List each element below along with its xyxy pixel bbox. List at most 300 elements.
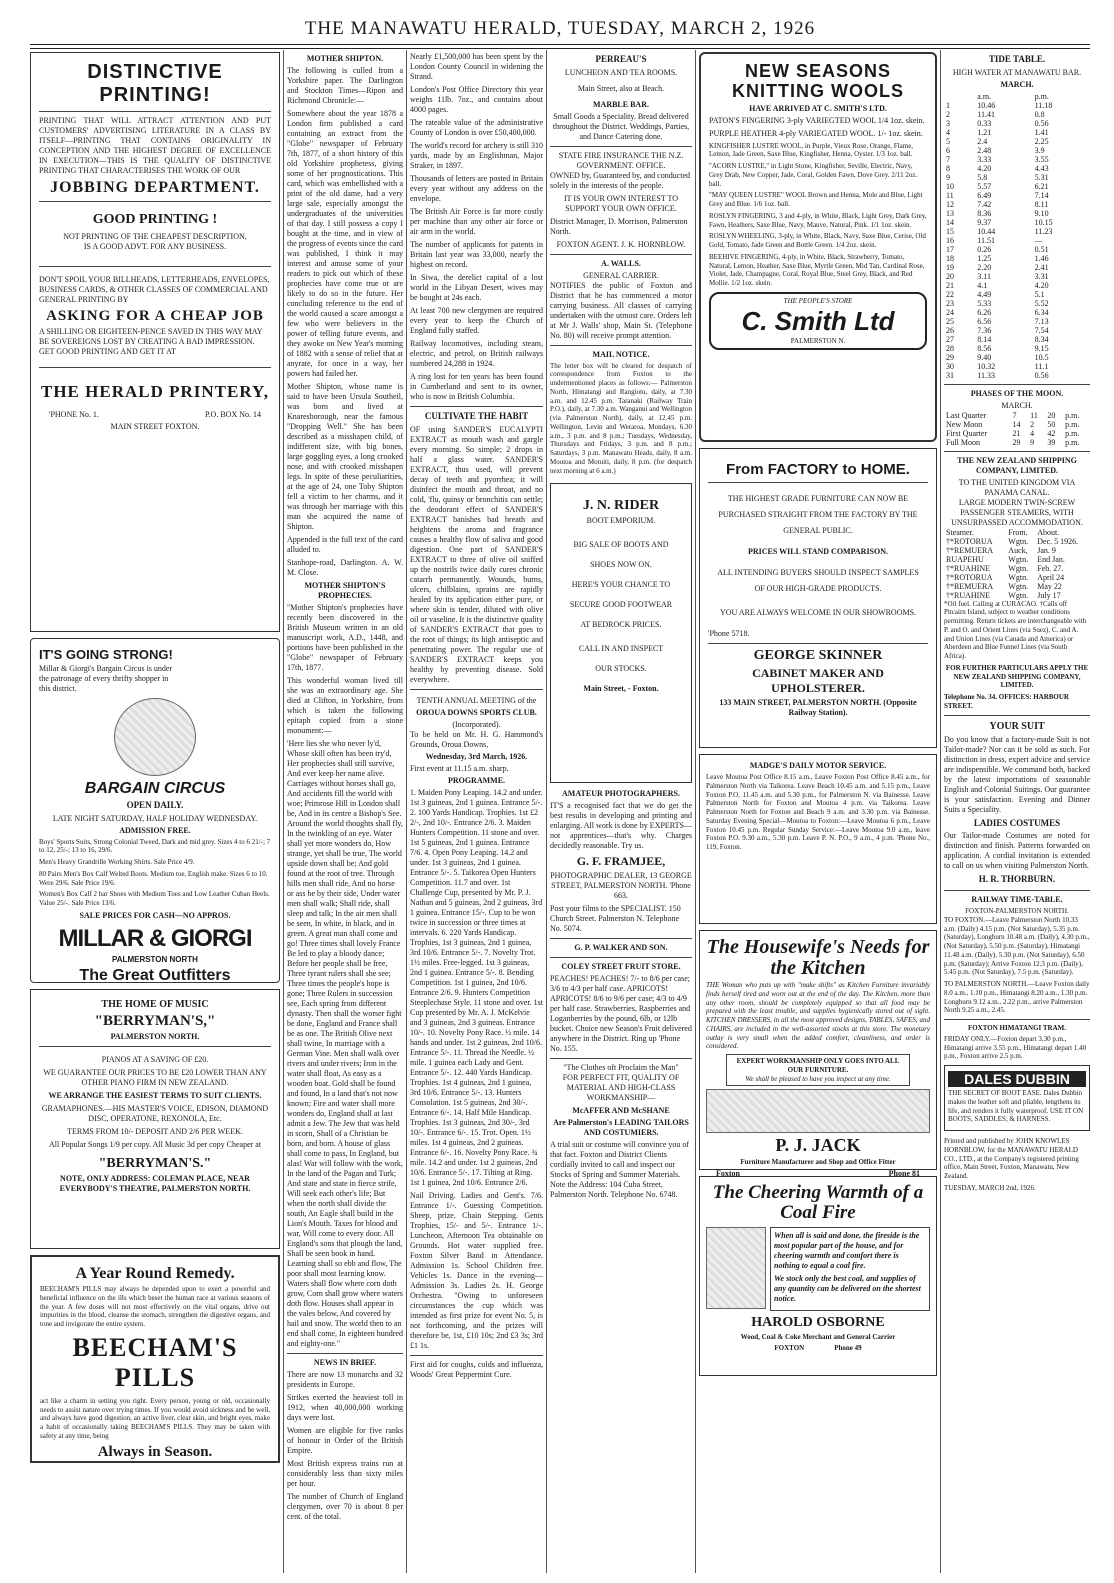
- music-line: TERMS FROM 10/- DEPOSIT AND 2/6 PER WEEK.: [67, 1127, 243, 1136]
- walls-sub: GENERAL CARRIER.: [583, 270, 659, 280]
- tide-cell: 6: [946, 145, 950, 155]
- tide-month: MARCH.: [1000, 79, 1034, 89]
- tide-cell: 0.56: [1034, 118, 1049, 128]
- ship-apply: FOR FURTHER PARTICULARS APPLY THE NEW ZEALAND SHIPPING COMPANY, LIMITED.: [945, 663, 1089, 690]
- news-item: At least 700 new clergymen are required every year to keep the Church of England fully staffed.: [410, 306, 543, 335]
- tide-cell: 26: [946, 325, 954, 335]
- moon-cell: New Moon: [946, 419, 983, 429]
- tide-cell: 4.49: [977, 289, 992, 299]
- tide-row: [944, 182, 1090, 191]
- rider-line: SHOES NOW ON.: [590, 560, 652, 570]
- ship-cell: RUAPEHU: [946, 554, 984, 564]
- framjee-sub: PHOTOGRAPHIC DEALER, 13 GEORGE STREET, PALMERSTON NORTH. 'Phone 663.: [550, 871, 692, 901]
- tide-cell: 1.25: [977, 253, 992, 263]
- madge-ad: [699, 754, 937, 924]
- moon-cell: First Quarter: [946, 428, 988, 438]
- ship-cell: †*REMUERA: [946, 545, 994, 555]
- osborne-sub: Wood, Coal & Coke Merchant and General Carrier: [740, 1332, 896, 1341]
- knit-title: NEW SEASONS KNITTING WOOLS: [732, 61, 904, 101]
- tide-cell: 11: [946, 190, 954, 200]
- coal-body-2: We stock only the best coal, and supplies of any quantity can be delivered on the shortest notice.: [774, 1273, 921, 1303]
- ladies-body: Our Tailor-made Costumes are noted for distinction and finish. Patterns forwarded on application. A cordial invitation is extended to call on us when visiting Palmerston North.: [944, 831, 1090, 871]
- ship-cell: Wgtn.: [1008, 536, 1029, 546]
- tide-cell: 8: [946, 163, 950, 173]
- tide-cell: 29: [946, 352, 954, 362]
- fruit-body: PEACHES! PEACHES! 7/- to 8/6 per case; 3/6 to 4/3 per half case. APRICOTS! APRICOTS! 8/6 to 9/6 per case; 4/3 to 4/9 per half case. Strawberries, Raspberries and Loganberries by the pound, 6lb, or 12lb bucket. Choice new Season's Fruit delivered anywhere in the District. Ring up 'Phone No. 155.: [550, 974, 692, 1054]
- tide-row: [944, 191, 1090, 200]
- column-5: [699, 52, 937, 1573]
- tide-cell: 5.33: [977, 298, 992, 308]
- news-item: The British Air Force is far more costly per machine than any other air force or air arm in the world.: [410, 207, 543, 236]
- fruit-title: COLEY STREET FRUIT STORE.: [561, 962, 681, 972]
- tide-cell: 19: [946, 262, 954, 272]
- tide-cell: 20: [946, 271, 954, 281]
- tide-cell: 4.20: [977, 163, 992, 173]
- news-item: The number of Church of England clergymen, over 70 is about 8 per cent. of the total.: [287, 1492, 403, 1521]
- news-item: A ring lost for ten years has been found in Cumberland and sent to its owner, who is now in British Columbia.: [410, 372, 543, 401]
- news-item: London's Post Office Directory this year weighs 11lb. 7oz., and contains about 4000 pages.: [410, 85, 543, 114]
- millar-item: Men's Heavy Grandrille Working Shirts. Sale Price 4/9.: [39, 858, 195, 867]
- tide-cell: 1: [946, 100, 950, 110]
- column-rule: [546, 50, 547, 1573]
- rider-sub: BOOT EMPORIUM.: [586, 516, 656, 526]
- tide-cell: 6.26: [977, 307, 992, 317]
- tide-cell: 4.1: [977, 280, 988, 290]
- tide-table: [944, 92, 1090, 380]
- tide-cell: 8.11: [1034, 199, 1049, 209]
- mcaffer-name: McAFFER AND McSHANE: [572, 1106, 670, 1116]
- tide-cell: 3.9: [1034, 145, 1045, 155]
- factory-phone: 'Phone 5718.: [708, 629, 750, 638]
- tide-row: [944, 164, 1090, 173]
- tide-title: TIDE TABLE.: [988, 54, 1046, 64]
- tide-row: [944, 290, 1090, 299]
- fire-title: STATE FIRE INSURANCE THE N.Z. GOVERNMENT. OFFICE.: [558, 150, 684, 170]
- beecham-body: BEECHAM'S PILLS may always be depended upon to exert a powerful and beneficial influence on the ills which beset the human race at various seasons of the year. A few doses will not most effectively on the vital organs, drive out impurities in the blood, cleanse the stomach, strengthen the digestive organs, and tone and invigorate the entire system.: [40, 1285, 270, 1328]
- tide-cell: 11.18: [1034, 100, 1053, 110]
- tide-cell: 10: [946, 181, 954, 191]
- coal-body: When all is said and done, the fireside is the most popular part of the house, and for cheering warmth and comfort there is nothing to equal a coal fire.: [774, 1230, 920, 1270]
- tide-cell: 10.5: [1034, 352, 1049, 362]
- jack-sub: Furniture Manufacturer and Shop and Office Fitter: [740, 1158, 896, 1167]
- programme-title: PROGRAMME.: [447, 775, 506, 785]
- ship-cell: Auck,: [1008, 545, 1028, 555]
- tide-cell: 7.42: [977, 199, 992, 209]
- moon-cell: 20: [1047, 410, 1056, 420]
- rider-name: J. N. RIDER: [582, 498, 660, 514]
- tide-cell: 7.14: [1034, 190, 1049, 200]
- tide-cell: 1.46: [1034, 253, 1049, 263]
- music-line: PIANOS AT A SAVING OF £20.: [101, 1055, 209, 1064]
- mcaffer-sub: Are Palmerston's LEADING TAILORS AND COSTUMIERS.: [553, 1118, 689, 1138]
- tide-header-cell: a.m.: [977, 91, 992, 101]
- skinner-address: 133 MAIN STREET, PALMERSTON NORTH. (Opposite Railway Station).: [719, 698, 917, 717]
- ship-cell: †*RUAHINE: [946, 563, 990, 573]
- millar-item: 80 Pairs Men's Box Calf Welted Boots. Medium toe, English make. Sizes 6 to 10. Were 29/6. Sale Price 19/6.: [39, 869, 268, 887]
- tide-row: [944, 137, 1090, 146]
- printery-street: MAIN STREET FOXTON.: [110, 422, 200, 431]
- tide-cell: 8.34: [1034, 334, 1049, 344]
- tide-cell: 21: [946, 280, 954, 290]
- tide-cell: 11.51: [977, 235, 995, 245]
- tide-cell: 7.13: [1034, 316, 1049, 326]
- ladies-title: LADIES COSTUMES: [973, 817, 1061, 828]
- tide-row: [944, 272, 1090, 281]
- osborne-town: FOXTON: [774, 1343, 805, 1352]
- tide-cell: 13: [946, 208, 954, 218]
- habit-title: CULTIVATE THE HABIT: [424, 411, 529, 421]
- rider-address: Main Street, - Foxton.: [583, 684, 659, 694]
- moon-cell: 50: [1047, 419, 1056, 429]
- tide-row: [944, 119, 1090, 128]
- tide-row: [944, 209, 1090, 218]
- tide-row: [944, 254, 1090, 263]
- tide-cell: 1.21: [977, 127, 992, 137]
- wool-item: "ACORN LUSTRE," in Light Stone, Kingfisher, Seville, Electric, Navy, Grey Drab, New Copper, Jade, Coral, Golden Fawn, Dove Grey. 2/11 2oz. ball.: [709, 162, 918, 188]
- music-line: All Popular Songs 1/9 per copy. All Music 3d per copy Cheaper at: [48, 1140, 262, 1149]
- tide-cell: 7.36: [977, 325, 992, 335]
- berrymans-name-2: "BERRYMAN'S.": [98, 1156, 212, 1171]
- jack-town: Foxton: [716, 1169, 740, 1178]
- moon-row: [944, 429, 1090, 438]
- ship-route: TO THE UNITED KINGDOM VIA PANAMA CANAL.: [958, 477, 1076, 497]
- printing-body: PRINTING THAT WILL ATTRACT ATTENTION AND PUT CUSTOMERS' ADVERTISING LITERATURE IN A CLASS BY ITSELF—PRINTING THAT CONTAINS ORIGINALITY IN CONCEPTION AND THE HIGHEST DEGREE OF EXCELLENCE IN EXECUTION—THIS IS THE QUALITY OF DISTINCTIVE PRINTING THAT CHARACTERISES THE WORK OF OUR: [39, 116, 271, 175]
- column-1: [30, 52, 280, 1573]
- tide-cell: 11.23: [1034, 226, 1053, 236]
- tide-cell: 7: [946, 154, 950, 164]
- tide-cell: 2.4: [977, 136, 988, 146]
- moon-cell: 2: [1030, 419, 1035, 429]
- tide-cell: 6.49: [977, 190, 992, 200]
- tide-cell: 6.56: [977, 316, 992, 326]
- circus-ringmaster-illustration: [114, 698, 196, 776]
- tide-cell: 27: [946, 334, 954, 344]
- osborne-name: HAROLD OSBORNE: [751, 1314, 885, 1330]
- ship-cell: Feb. 27.: [1037, 563, 1064, 573]
- news-item: In Siwa, the derelict capital of a lost world in the Libyan Desert, wives may be bought at 24s each.: [410, 273, 543, 302]
- tide-row: [944, 155, 1090, 164]
- dales-ad: [944, 1065, 1090, 1131]
- rail-body: TO FOXTON.—Leave Palmerston North 10.33 a.m. (Daily) 4.15 p.m. (Not Saturday), 5.35 p.m. (Saturday), Longburn 10.48 a.m. (Daily), 4.30 p.m., (Not Saturday), 5.50 p.m. (Saturday), Himatangi 11.48 a.m. (Daily), 5.30 p.m. (Not Saturday), 6.50 p.m. (Saturday); Arrive Foxton 12.3 p.m. (Daily), 5.45 p.m. (Not Saturday), 7.5 p.m. (Saturday).: [944, 915, 1090, 977]
- beecham-brand: BEECHAM'S PILLS: [72, 1332, 238, 1392]
- osborne-phone: Phone 49: [834, 1343, 862, 1352]
- ship-notes: *Oil fuel. Calling at CURACAO. †Calls off Pitcairn Island, subject to weather conditions permitting. Return tickets are interchangeable with P. and O. and Orient Lines (via Suez), C. and A. and Union Lines (via Canada and America) or Aberdeen and Blue Funnel Lines (via South Africa).: [944, 599, 1087, 661]
- smith-top: THE PEOPLE'S STORE: [783, 296, 853, 305]
- wool-item: ROSLYN WHEELING, 3-ply, in White, Black, Navy, Saxe Blue, Cerise, Old Gold, Tomato, Jade Green and Bottle Green. 1/4 2oz. skein.: [709, 232, 926, 250]
- masthead-rule: [30, 44, 1090, 45]
- mail-body: The letter box will be cleared for despatch of correspondence from Foxton to the undermentioned places as follows:— Palmerston North, Himatangi and Rangiotu, daily, at 7.30 a.m. and 12.45 p.m. Taranaki (Railway Train P.O.), daily, at 7.30 a.m. Wanganui and Wellington (via Palmerston North), daily, at 12.45 p.m. Wellington, Levin and Weraroa, Mondays, 6.30 a.m., 3 p.m. and 8 p.m.; Tuesdays, Wednesday, Thursdays and Fridays, 3 p.m. and 8 p.m.; Saturdays, 3 p.m. Manawatu Heads, daily, 8 a.m. Moutoa and Motuiti, daily, 8 p.m. (for despatch next morning at 6 a.m.): [550, 361, 692, 475]
- ship-cell: Dec. 5 1926.: [1037, 536, 1079, 546]
- framjee-name: G. F. FRAMJEE,: [576, 854, 666, 869]
- tide-cell: 2.20: [977, 262, 992, 272]
- thorburn-name: H. R. THORBURN.: [978, 874, 1056, 885]
- music-city: PALMERSTON NORTH.: [110, 1032, 200, 1041]
- open-daily: OPEN DAILY.: [126, 800, 184, 810]
- mail-title: MAIL NOTICE.: [592, 349, 650, 359]
- tide-row: [944, 362, 1090, 371]
- cough-cure: First aid for coughs, colds and influenza, Woods' Great Peppermint Cure.: [410, 1359, 543, 1379]
- tide-cell: 14: [946, 217, 954, 227]
- berrymans-name: "BERRYMAN'S,": [94, 1013, 216, 1029]
- tide-row: [944, 299, 1090, 308]
- meeting-line: To be held on Mr. H. G. Hammond's Grounds, Oroua Downs,: [410, 729, 543, 749]
- cheap-job: ASKING FOR A CHEAP JOB: [46, 308, 264, 324]
- marble-body: Small Goods a Speciality. Bread delivered throughout the District. Weddings, Parties, and Dance Catering done.: [552, 111, 690, 141]
- tide-cell: 10.15: [1034, 217, 1053, 227]
- moon-cell: p.m.: [1065, 428, 1080, 438]
- perreau-title: PERREAU'S: [595, 54, 647, 64]
- factory-ad: [699, 448, 937, 748]
- tide-cell: 6.34: [1034, 307, 1049, 317]
- wool-item: PURPLE HEATHER 4-ply VARIEGATED WOOL. 1/- 1oz. skein.: [709, 128, 923, 138]
- mcaffer-body: A trial suit or costume will convince you of that fact. Foxton and District Clients cordially invited to call and inspect our Stocks of Spring and Summer Materials. Note the Address: 104 Cuba Street, Palmerston North. Telephone No. 6748.: [550, 1140, 690, 1200]
- tide-row: [944, 245, 1090, 254]
- rider-line: AT BEDROCK PRICES.: [580, 620, 662, 630]
- beecham-ad: [30, 1255, 280, 1463]
- good-printing: GOOD PRINTING !: [92, 212, 218, 227]
- meeting-club: OROUA DOWNS SPORTS CLUB.: [416, 707, 537, 717]
- rail-body-2: TO PALMERSTON NORTH.—Leave Foxton daily 8.0 a.m., 1.10 p.m., Himatangi 8.20 a.m., 1.30 p.m. Longburn 9.12 a.m., 2.22 p.m., arrive Palmerston North 9.25 a.m., 2.45.: [944, 980, 1090, 1015]
- tide-cell: 8.14: [977, 334, 992, 344]
- tide-cell: 16: [946, 235, 954, 245]
- imprint-date: TUESDAY, MARCH 2nd, 1926.: [944, 1183, 1036, 1192]
- good-printing-body: NOT PRINTING OF THE CHEAPEST DESCRIPTION, IS A GOOD ADVT. FOR ANY BUSINESS.: [63, 232, 247, 251]
- dales-body: THE SECRET OF BOOT EASE. Dales Dubbin makes the leather soft and pliable, lengthens its life, and renders it fully waterproof. USE IT ON BOOTS, SADDLES, & HARNESS.: [948, 1089, 1084, 1124]
- column-rule: [940, 50, 941, 1573]
- tide-cell: 2.25: [1034, 136, 1049, 146]
- coal-title: The Cheering Warmth of a Coal Fire: [712, 1182, 924, 1223]
- tide-row: [944, 281, 1090, 290]
- jack-phone: Phone 81: [888, 1169, 920, 1178]
- tide-cell: 4.43: [1034, 163, 1049, 173]
- ship-cell: Wgtn.: [1008, 581, 1029, 591]
- meeting-line: TENTH ANNUAL MEETING of the: [416, 695, 537, 705]
- wool-item: "MAY QUEEN LUSTRE" WOOL Brown and Henna, Mole and Blue, Light Grey and Blue. 1/6 1oz. ball.: [709, 191, 923, 209]
- moon-cell: Full Moon: [946, 437, 981, 447]
- news-item: Most British express trains run at considerably less than sixty miles per hour.: [287, 1459, 403, 1488]
- tide-cell: 9.15: [1034, 343, 1049, 353]
- tide-row: [944, 344, 1090, 353]
- shipton-para: Somewhere about the year 1878 a London firm published a card containing an extract from the "Globe" newspaper of February 7th, 1877, of a short history of this old Yorkshire prophetess, giving some of her prognostications. This card, which was embellished with a print of the old dame, had a very large sale, especially amongst the undergraduates of the universities of that day. I still possess a copy I bought at the time, and in view of the progress of events since the card was published, I think it may interest and amuse some of your readers to pick out which of these prophecies have come true or are likely to do so in the future. Her concluding reference to the end of the world caused a scare amongst a few who were believers in the power of telling future events, and they awoke on New Year's morning of 1882 with a sense of relief that at anyrate, for once in a way, her powers had failed her.: [287, 109, 403, 378]
- ship-cell: May 22: [1037, 581, 1062, 591]
- clothes-quote: "The Clothes oft Proclaim the Man": [563, 1063, 679, 1073]
- column-4: [550, 52, 692, 1573]
- shipton-para: Mother Shipton, whose name is said to have been Ursula Southeil, was born and lived at Knaresborough, near the famous "Dropping Well." She has been described as a misshapen child, of indifferent size, with big bones, large goggling eyes, a long crooked nose, and with crooked misshapen legs. In spite of these peculiarities, at the age of 24, one Toby Shipton fell a victim to her charms, and it was through her marriage with this man she acquired the name of Shipton.: [287, 382, 403, 531]
- factory-line: THE HIGHEST GRADE FURNITURE CAN NOW BE PURCHASED STRAIGHT FROM THE FACTORY BY THE GENERAL PUBLIC.: [718, 494, 918, 535]
- tide-cell: 24: [946, 307, 954, 317]
- ship-cell: Wgtn.: [1008, 572, 1029, 582]
- shipton-verse: 'Here lies she who never ly'd, Whose skill often has been try'd, Her prophecies shall still survive, And ever keep her name alive. Carriages without horses shall go, And accidents fill the world with woe; Primrose Hill in London shall be, And in its centre a Bishop's See. Around the world thoughts shall fly, In the twinkling of an eye. Water shall yet more wonders do, How strange, yet shall be true, The world upside down shall be; And gold found at the root of tree. Through hills men shall ride, And no horse or ass be by their side, Under water men shall walk; Shall ride, shall sleep and talk; In the air men shall be seen, In white, in black, and in green. A great man shall come and go! Three times shall lovely France Be led to play a bloody dance; Before her people shall be free, Three tyrant rulers shall she see; Three times the people's hope is gone; Three Rulers in succession see, Each spring from different dynasty. Then shall the worser fight be done, England and France shall be as one. The British Olive next shall twine, In marriage with a German Vine. Men shall walk over rivers and under rivers; Iron in the water shall float, As easy as a wooden boat. Gold shall be found and found, In a land that's not now known; Fire and water shall more wonders do, England shall at last admit a Jew. The Jew that was held in scorn, Shall of a Christian be born, and born. A house of glass shall come to pass, In England, but alas! War will follow with the work, In the land of the Pagan and Turk; And state and state in fierce strife, Will seek each other's life; But when the north shall divide the south, An Eagle shall build in the Lion's Mouth. Taxes for blood and war, Will come to every door. All England's sons that plough the land, Shall be seen book in hand. Learning shall so ebb and flow, The poor shall most learning know. Waters shall flow where corn doth grow, Corn shall grow where waters doth flow. Houses shall appear in the vales below, And covered by hail and snow. The world then to an end shall come, In eighteen hundred and eighty-one.": [287, 739, 403, 1348]
- tide-cell: 10.46: [977, 100, 996, 110]
- tide-header-cell: p.m.: [1034, 91, 1049, 101]
- tide-cell: 4.20: [1034, 280, 1049, 290]
- shipton-para: This wonderful woman lived till she was an extraordinary age. She died at Clifton, in Yorkshire, from which is taken the following epitaph copied from a stone monument:—: [287, 676, 403, 735]
- jobbing-dept: JOBBING DEPARTMENT.: [50, 179, 260, 196]
- tide-row: [944, 263, 1090, 272]
- news-item: Thousands of letters are posted in Britain every year without any address on the envelope.: [410, 174, 543, 203]
- tide-cell: 9.10: [1034, 208, 1049, 218]
- news-item: Nearly £1,500,000 has been spent by the London County Council in widening the Strand.: [410, 52, 543, 81]
- meeting-date: Wednesday, 3rd March, 1926.: [425, 751, 528, 761]
- programme-tail: Nail Driving. Ladies and Gent's. 7/6. Entrance 1/-. Guessing Competition. Sheep, prize. Chain Stepping. Gents Trophies, 15/- and 5/-. Entrance 1/-. Luncheon, Afternoon Tea obtainable on Grounds. Hot water supplied free. Foxton Silver Band in Attendance. Admission 1s. School Children free. Vehicles 1s. Dance in the evening—Admission 3s. Ladies 2s. H. George Orchestra. "Owing to unforeseen circumstances the cup which was intended as first prize for event No. 5, is not forthcoming, and the prizes will therefore be, 1st, £10 10s; 2nd £3 3s; 3rd £1 1s.: [410, 1190, 543, 1350]
- skinner-name: GEORGE SKINNER: [753, 648, 883, 663]
- suit-title: YOUR SUIT: [989, 720, 1045, 732]
- factory-title: From FACTORY to HOME.: [726, 461, 910, 478]
- ship-large: LARGE MODERN TWIN-SCREW PASSENGER STEAMERS, WITH UNSURPASSED ACCOMMODATION.: [951, 497, 1083, 527]
- news-title: NEWS IN BRIEF.: [313, 1358, 377, 1367]
- moon-cell: Last Quarter: [946, 410, 987, 420]
- wool-item: KINGFISHER LUSTRE WOOL, in Purple, Vieux Rose, Orange, Flame, Lemon, Jade Green, Saxe Blue, Kingfisher, Henna, Oyster. 1/3 1oz. ball.: [709, 141, 914, 159]
- late-night: LATE NIGHT SATURDAY, HALF HOLIDAY WEDNESDAY.: [52, 813, 258, 823]
- admission-free: ADMISSION FREE.: [119, 825, 191, 835]
- tide-row: [944, 353, 1090, 362]
- fire-interest: IT IS YOUR OWN INTEREST TO SUPPORT YOUR OWN OFFICE.: [564, 193, 678, 213]
- ship-cell: End Jan.: [1037, 554, 1065, 564]
- column-rule: [406, 50, 407, 1573]
- tide-cell: 5.52: [1034, 298, 1049, 308]
- rail-title: RAILWAY TIME-TABLE.: [971, 895, 1063, 905]
- ship-table: [944, 528, 1090, 600]
- fire-agent: FOXTON AGENT. J. K. HORNBLOW.: [556, 239, 686, 249]
- tide-cell: 2: [946, 109, 950, 119]
- ship-header-cell: Steamer.: [946, 527, 974, 537]
- tide-row: [944, 128, 1090, 137]
- tide-cell: 23: [946, 298, 954, 308]
- music-line: WE ARRANGE THE EASIEST TERMS TO SUIT CLIENTS.: [48, 1091, 262, 1100]
- wool-item: ROSLYN FINGERING, 3 and 4-ply, in White, Black, Light Grey, Dark Grey, Fawn, Heathers, Saxe Blue, Navy, Mauve, Natural, Pink. 1/1 1oz. skein.: [709, 211, 927, 229]
- suit-body: Do you know that a factory-made Suit is not Tailor-made? Nor can it be sold as such. For distinction in dress, expert advice and service are indispensible. We command both, backed by the latest importations of seasonable English and Colonial Suitings. Our guarantee is your satisfaction. Evening and Dinner Suits a Speciality.: [944, 734, 1090, 814]
- masthead: THE MANAWATU HERALD, TUESDAY, MARCH 2, 1926: [304, 18, 816, 39]
- imprint: Printed and published by JOHN KNOWLES HORNBLOW, for the MANAWATU HERALD CO., LTD., at the Company's registered printing office, Main Street, Foxton, Manawatu, New Zealand.: [944, 1137, 1079, 1181]
- ship-row: [944, 564, 1090, 573]
- knitting-wools-ad: [699, 52, 937, 442]
- rider-line: BIG SALE OF BOOTS AND: [573, 540, 669, 550]
- rail-sub: FOXTON-PALMERSTON NORTH.: [965, 907, 1069, 916]
- tide-row: [944, 326, 1090, 335]
- ship-header-cell: From.: [1008, 527, 1028, 537]
- tide-cell: 3.31: [1034, 271, 1049, 281]
- tide-cell: 25: [946, 316, 954, 326]
- housewife-ad: [699, 930, 937, 1178]
- rider-ad: [550, 483, 692, 783]
- tide-cell: 9.37: [977, 217, 992, 227]
- tide-cell: 5.1: [1034, 289, 1045, 299]
- tide-cell: 3: [946, 118, 950, 128]
- moon-cell: 42: [1047, 428, 1056, 438]
- workmanship-text: EXPERT WORKMANSHIP ONLY GOES INTO ALL OUR FURNITURE.: [736, 1057, 900, 1074]
- tide-cell: 12: [946, 199, 954, 209]
- tide-cell: 3.55: [1034, 154, 1049, 164]
- tram-title: FOXTON HIMATANGI TRAM.: [967, 1024, 1067, 1033]
- ship-tel: Telephone No. 34. OFFICES: HARBOUR STREET.: [944, 693, 1069, 710]
- tide-cell: 6.21: [1034, 181, 1049, 191]
- ship-cell: April 24: [1037, 572, 1065, 582]
- tide-cell: 9: [946, 172, 950, 182]
- skinner-sub: CABINET MAKER AND UPHOLSTERER.: [752, 666, 884, 695]
- ship-row: [944, 591, 1090, 600]
- tide-cell: 0.26: [977, 244, 992, 254]
- berrymans-ad: [30, 989, 280, 1249]
- column-6: [944, 52, 1090, 1573]
- tide-cell: 4: [946, 127, 950, 137]
- millar-item: Boys' Sports Suits, Strong Colonial Tweed, Dark and mid grey. Sizes 4 to 6 21/-; 7 to 12, 25/-; 13 to 16, 29/6.: [39, 837, 271, 855]
- tide-cell: 11.41: [977, 109, 995, 119]
- column-rule: [283, 50, 284, 1573]
- millar-logo: MILLAR & GIORGI: [58, 924, 252, 952]
- tide-row: [944, 227, 1090, 236]
- framjee-post: Post your films to the SPECIALIST. 150 Church Street. Palmerston N. Telephone No. 5074.: [550, 904, 681, 934]
- news-item: There are now 13 monarchs and 32 presidents in Europe.: [287, 1370, 403, 1389]
- millar-tagline: The Great Outfitters: [79, 966, 231, 984]
- rider-line: OUR STOCKS.: [595, 664, 647, 674]
- news-item: The rateable value of the administrative County of London is over £50,400,000.: [410, 118, 543, 137]
- perreau-address: Main Street, also at Beach.: [577, 83, 665, 93]
- shipton-para: The following is culled from a Yorkshire paper. The Darlington and Stockton Times—Ripon and Richmond Chronicle:—: [287, 66, 403, 105]
- tide-cell: 0.51: [1034, 244, 1049, 254]
- factory-line: ALL INTENDING BUYERS SHOULD INSPECT SAMPLES OF OUR HIGH-GRADE PRODUCTS.: [717, 568, 919, 593]
- music-line: GRAMAPHONES.—HIS MASTER'S VOICE, EDISON, DIAMOND DISC, OPERATONE, REXONOLA, Etc.: [41, 1104, 269, 1123]
- news-item: Strikes exerted the heaviest toll in 1912, when 40,000,000 working days were lost.: [287, 1393, 403, 1422]
- photo-title: AMATEUR PHOTOGRAPHERS.: [562, 789, 680, 799]
- column-2: [287, 52, 403, 1573]
- millar-giorgi-ad: [30, 638, 280, 983]
- wool-item: BEEHIVE FINGERING, 4-ply, in White, Black, Strawberry, Tomato, Natural, Lemon, Heather, Saxe Blue, Myrtle Green, Mid Tan, Cardinal Rose, Violet, Jade, Champagne, Coral, Royal Blue, Steel Grey, Black, and Red Mollie. 1/2 1oz. skein.: [709, 252, 925, 288]
- news-item: The number of applicants for patents in Britain last year was 33,000, nearly the highest on record.: [410, 240, 543, 269]
- housewife-title: The Housewife's Needs for the Kitchen: [706, 936, 930, 979]
- millar-item: Women's Box Calf 2 bar Shoes with Medium Toes and Low Leather Cuban Heels. Value 25/-. Sale Price 13/6.: [39, 890, 270, 908]
- tide-cell: 0.56: [1034, 370, 1049, 380]
- beecham-title: A Year Round Remedy.: [75, 1265, 235, 1282]
- moon-cell: 9: [1030, 437, 1035, 447]
- tide-cell: 5.57: [977, 181, 992, 191]
- tide-row: [944, 146, 1090, 155]
- news-item: Women are eligible for five ranks of honour in Order of the British Empire.: [287, 1426, 403, 1455]
- smith-name: C. Smith Ltd: [741, 305, 895, 336]
- tide-cell: 5.8: [977, 172, 988, 182]
- sanders-body: OF using SANDER'S EUCALYPTI EXTRACT as mouth wash and gargle every morning. So simple; 2 drops in half a glass water. SANDER'S EXTRACT, thus used, will prevent decay of teeth and pyorrhea; it will disinfect the mouth and throat, and no cold, 'flu, quinsy or bronchitis can settle; the deodorant effect of SANDER'S EXTRACT banishes bad breath and heightens the aroma and fragrance causes a healthy flow of saliva and good digestion. One part of SANDER'S EXTRACT to three of olive oil sniffed up the nostrils twice daily cures chronic catarrh permanently. Wounds, burns, ulcers, chilblains, sprains are rapidly healed by its application either pure, or where skin is tender, diluted with olive oil or vaseline. It is the distinctive quality of SANDER'S EXTRACT that goes to the root of things; its high antiseptic and penetrating power. The regular use of SANDER'S EXTRACT keeps you healthy by preventing disease. Sold everywhere.: [410, 424, 543, 684]
- printing-title: DISTINCTIVE PRINTING!: [87, 61, 223, 106]
- millar-sub: Millar & Giorgi's Bargain Circus is under the patronage of every thrifty shopper in this district.: [39, 664, 173, 693]
- prophecies-title: MOTHER SHIPTON'S PROPHECIES.: [304, 581, 386, 600]
- tide-row: [944, 335, 1090, 344]
- ship-header-cell: About.: [1037, 527, 1060, 537]
- tide-cell: 3.33: [977, 154, 992, 164]
- tide-row: [944, 173, 1090, 182]
- ship-cell: †*ROTORUA: [946, 536, 993, 546]
- ship-cell: †*ROTORUA: [946, 572, 993, 582]
- clothes-body: FOR PERFECT FIT, QUALITY OF MATERIAL AND HIGH-CLASS WORKMANSHIP—: [562, 1073, 680, 1103]
- tide-cell: 17: [946, 244, 954, 254]
- photo-body: IT'S a recognised fact that we do get the best results in developing and printing and enlarging. All work is done by EXPERTS—not apprentices—that's why. Charges decidedly reasonable. Try us.: [550, 801, 692, 851]
- smith-city: PALMERSTON N.: [790, 336, 846, 345]
- tide-cell: 3.11: [977, 271, 991, 281]
- tide-row: [944, 371, 1090, 380]
- tide-cell: 28: [946, 343, 954, 353]
- fireplace-illustration: [706, 1227, 766, 1309]
- moon-cell: 7: [1012, 410, 1017, 420]
- tide-cell: 30: [946, 361, 954, 371]
- ship-cell: July 17: [1037, 590, 1061, 600]
- marble-bar: MARBLE BAR.: [592, 99, 649, 109]
- bargain-circus: BARGAIN CIRCUS: [84, 780, 226, 797]
- moon-month: MARCH.: [1001, 400, 1033, 410]
- tide-cell: 0.8: [1034, 109, 1045, 119]
- shilling-text: A SHILLING OR EIGHTEEN-PENCE SAVED IN THIS WAY MAY BE SOVEREIGNS LOST BY CREATING A BAD IMPRESSION. GET GOOD PRINTING AND GET IT AT: [39, 327, 263, 356]
- music-title: THE HOME OF MUSIC: [101, 999, 209, 1010]
- tide-cell: 9.40: [977, 352, 992, 362]
- coal-ad: [699, 1176, 937, 1376]
- fire-body: OWNED by, Guaranteed by, and conducted solely in the interests of the people.: [550, 170, 691, 190]
